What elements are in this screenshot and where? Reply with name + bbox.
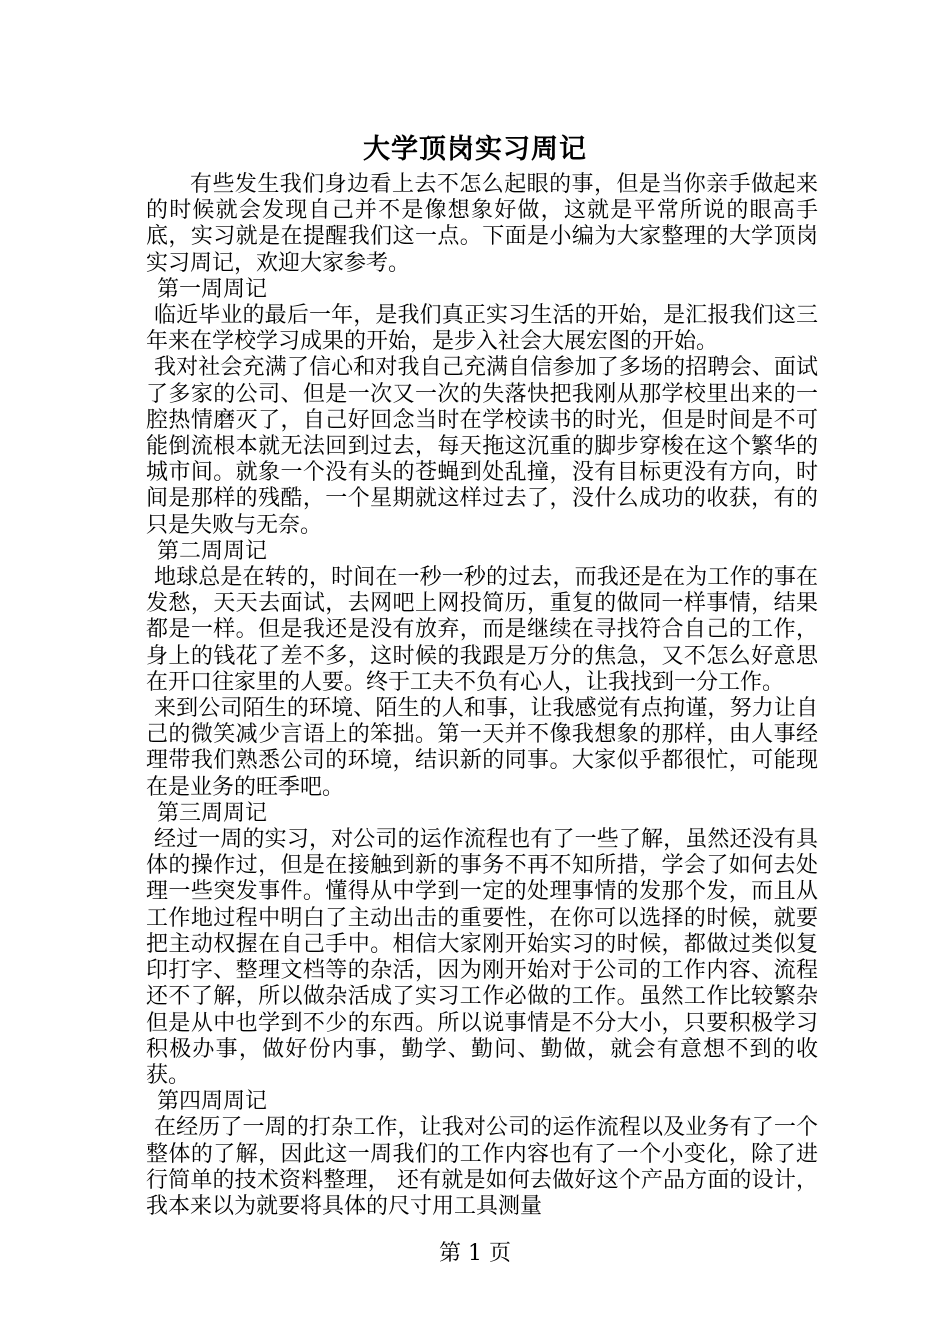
week-1-paragraph-1: 临近毕业的最后一年，是我们真正实习生活的开始，是汇报我们这三年来在学校学习成果的开始，是步入社会大展宏图的开始。 bbox=[146, 303, 818, 355]
week-2-paragraph-2: 来到公司陌生的环境、陌生的人和事，让我感觉有点拘谨，努力让自己的微笑减少言语上的笨拙。第一天并不像我想象的那样，由人事经理带我们熟悉公司的环境，结识新的同事。大家似乎都很忙，可能现在是业务的旺季吧。 bbox=[146, 696, 818, 800]
week-1-heading: 第一周周记 bbox=[157, 276, 268, 302]
week-2-paragraph-1: 地球总是在转的，时间在一秒一秒的过去，而我还是在为工作的事在发愁，天天去面试，去网吧上网投简历，重复的做同一样事情，结果都是一样。但是我还是没有放弃，而是继续在寻找符合自己的工作，身上的钱花了差不多，这时候的我跟是万分的焦急，又不怎么好意思在开口往家里的人要。终于工夫不负有心人，让我找到一分工作。 bbox=[146, 565, 818, 695]
week-4-heading: 第四周周记 bbox=[157, 1089, 268, 1115]
week-4-paragraph-1: 在经历了一周的打杂工作，让我对公司的运作流程以及业务有了一个整体的了解，因此这一周我们的工作内容也有了一个小变化，除了进行简单的技术资料整理， 还有就是如何去做好这个产品方面的设计，我本来以为就要将具体的尺寸用工具测量 bbox=[146, 1115, 818, 1219]
document-title: 大学顶岗实习周记 bbox=[363, 134, 587, 165]
page-number: 第 1 页 bbox=[439, 1241, 511, 1266]
document-body bbox=[146, 172, 818, 1220]
intro-paragraph: 有些发生我们身边看上去不怎么起眼的事，但是当你亲手做起来的时候就会发现自己并不是像想象好做，这就是平常所说的眼高手底，实习就是在提醒我们这一点。下面是小编为大家整理的大学顶岗实习周记，欢迎大家参考。 bbox=[146, 172, 818, 276]
week-3-paragraph-1: 经过一周的实习，对公司的运作流程也有了一些了解，虽然还没有具体的操作过，但是在接触到新的事务不再不知所措，学会了如何去处理一些突发事件。懂得从中学到一定的处理事情的发那个发，而且从工作地过程中明白了主动出击的重要性，在你可以选择的时候，就要把主动权握在自己手中。相信大家刚开始实习的时候，都做过类似复印打字、整理文档等的杂活，因为刚开始对于公司的工作内容、流程还不了解，所以做杂活成了实习工作必做的工作。虽然工作比较繁杂但是从中也学到不少的东西。所以说事情是不分大小，只要积极学习积极办事，做好份内事，勤学、勤问、勤做，就会有意想不到的收获。 bbox=[146, 827, 818, 1088]
week-2-heading: 第二周周记 bbox=[157, 538, 268, 564]
week-3-heading: 第三周周记 bbox=[157, 800, 268, 826]
week-1-paragraph-2: 我对社会充满了信心和对我自己充满自信参加了多场的招聘会、面试了多家的公司、但是一次又一次的失落快把我刚从那学校里出来的一腔热情磨灭了，自己好回念当时在学校读书的时光，但是时间是不可能倒流根本就无法回到过去，每天拖这沉重的脚步穿梭在这个繁华的城市间。就象一个没有头的苍蝇到处乱撞，没有目标更没有方向，时间是那样的残酷，一个星期就这样过去了，没什么成功的收获，有的只是失败与无奈。 bbox=[146, 355, 818, 538]
